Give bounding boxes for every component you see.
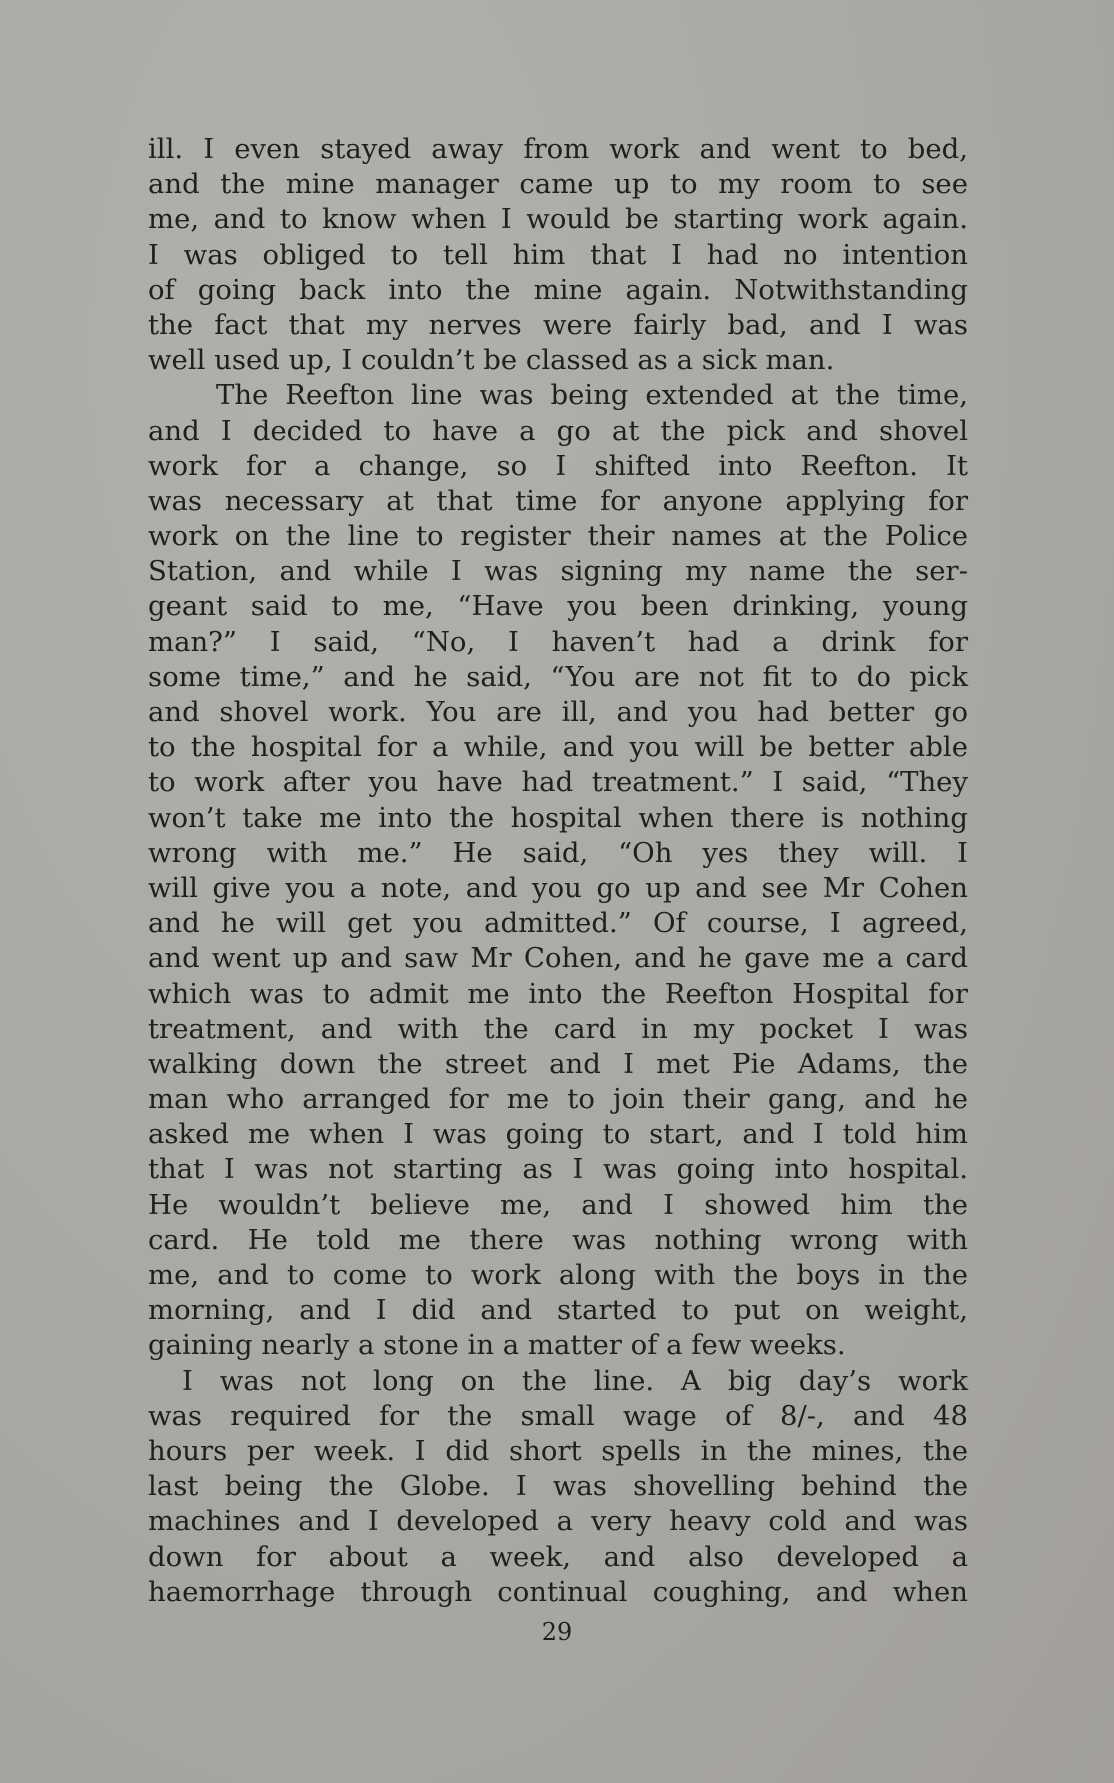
text-line: of going back into the mine again. Notwithstanding [148,273,968,306]
text-line: was necessary at that time for anyone applying for [148,484,968,517]
text-line: and he will get you admitted.” Of course, I agreed, [148,907,968,940]
text-line: me, and to know when I would be starting work again. [148,203,968,236]
text-line: to the hospital for a while, and you will be better able [148,731,968,764]
text-line: and the mine manager came up to my room to see [148,168,968,201]
text-line: and I decided to have a go at the pick and shovel [148,414,968,447]
text-line: The Reefton line was being extended at the time, [216,379,968,412]
text-line: won’t take me into the hospital when there is nothing [148,801,968,834]
page-body [148,132,968,1610]
text-line: and went up and saw Mr Cohen, and he gave me a card [148,942,968,975]
text-line: to work after you have had treatment.” I said, “They [148,766,968,799]
text-line: work for a change, so I shifted into Reefton. It [148,449,968,482]
text-line: I was obliged to tell him that I had no intention [148,238,968,271]
text-line: the fact that my nerves were fairly bad, and I was [148,308,968,341]
page-number: 29 [541,1618,573,1646]
text-line: will give you a note, and you go up and see Mr Cohen [148,871,968,904]
text-line: hours per week. I did short spells in the mines, the [148,1434,968,1467]
text-line: card. He told me there was nothing wrong with [148,1223,968,1256]
text-line: Station, and while I was signing my name the ser- [148,555,968,588]
text-line: morning, and I did and started to put on weight, [148,1294,968,1327]
text-line: treatment, and with the card in my pocket I was [148,1012,968,1045]
text-line: and shovel work. You are ill, and you had better go [148,696,968,728]
text-line: machines and I developed a very heavy cold and was [148,1505,968,1538]
text-line: man?” I said, “No, I haven’t had a drink for [148,625,968,658]
text-line: geant said to me, “Have you been drinking, young [148,590,968,623]
text-line: He wouldn’t believe me, and I showed him the [148,1188,968,1221]
text-line: me, and to come to work along with the boys in the [148,1259,968,1291]
text-line: well used up, I couldn’t be classed as a sick man. [148,344,835,377]
text-line: down for about a week, and also developed a [148,1540,968,1573]
text-line: walking down the street and I met Pie Adams, the [148,1047,968,1080]
text-line: ill. I even stayed away from work and went to bed, [148,133,968,165]
text-line: haemorrhage through continual coughing, and when [148,1575,968,1608]
text-line: that I was not starting as I was going into hospital. [148,1153,968,1186]
text-line: was required for the small wage of 8/-, and 48 [148,1399,968,1432]
text-line: last being the Globe. I was shovelling behind the [148,1470,968,1503]
text-line: which was to admit me into the Reefton Hospital for [148,977,968,1010]
text-line: wrong with me.” He said, “Oh yes they will. I [148,836,968,869]
text-line: some time,” and he said, “You are not fit to do pick [148,660,968,693]
text-line: gaining nearly a stone in a matter of a few weeks. [148,1329,846,1362]
text-line: man who arranged for me to join their gang, and he [148,1083,968,1116]
text-line: work on the line to register their names at the Police [148,520,968,553]
text-line: asked me when I was going to start, and I told him [148,1118,968,1151]
text-line: I was not long on the line. A big day’s work [182,1364,968,1397]
